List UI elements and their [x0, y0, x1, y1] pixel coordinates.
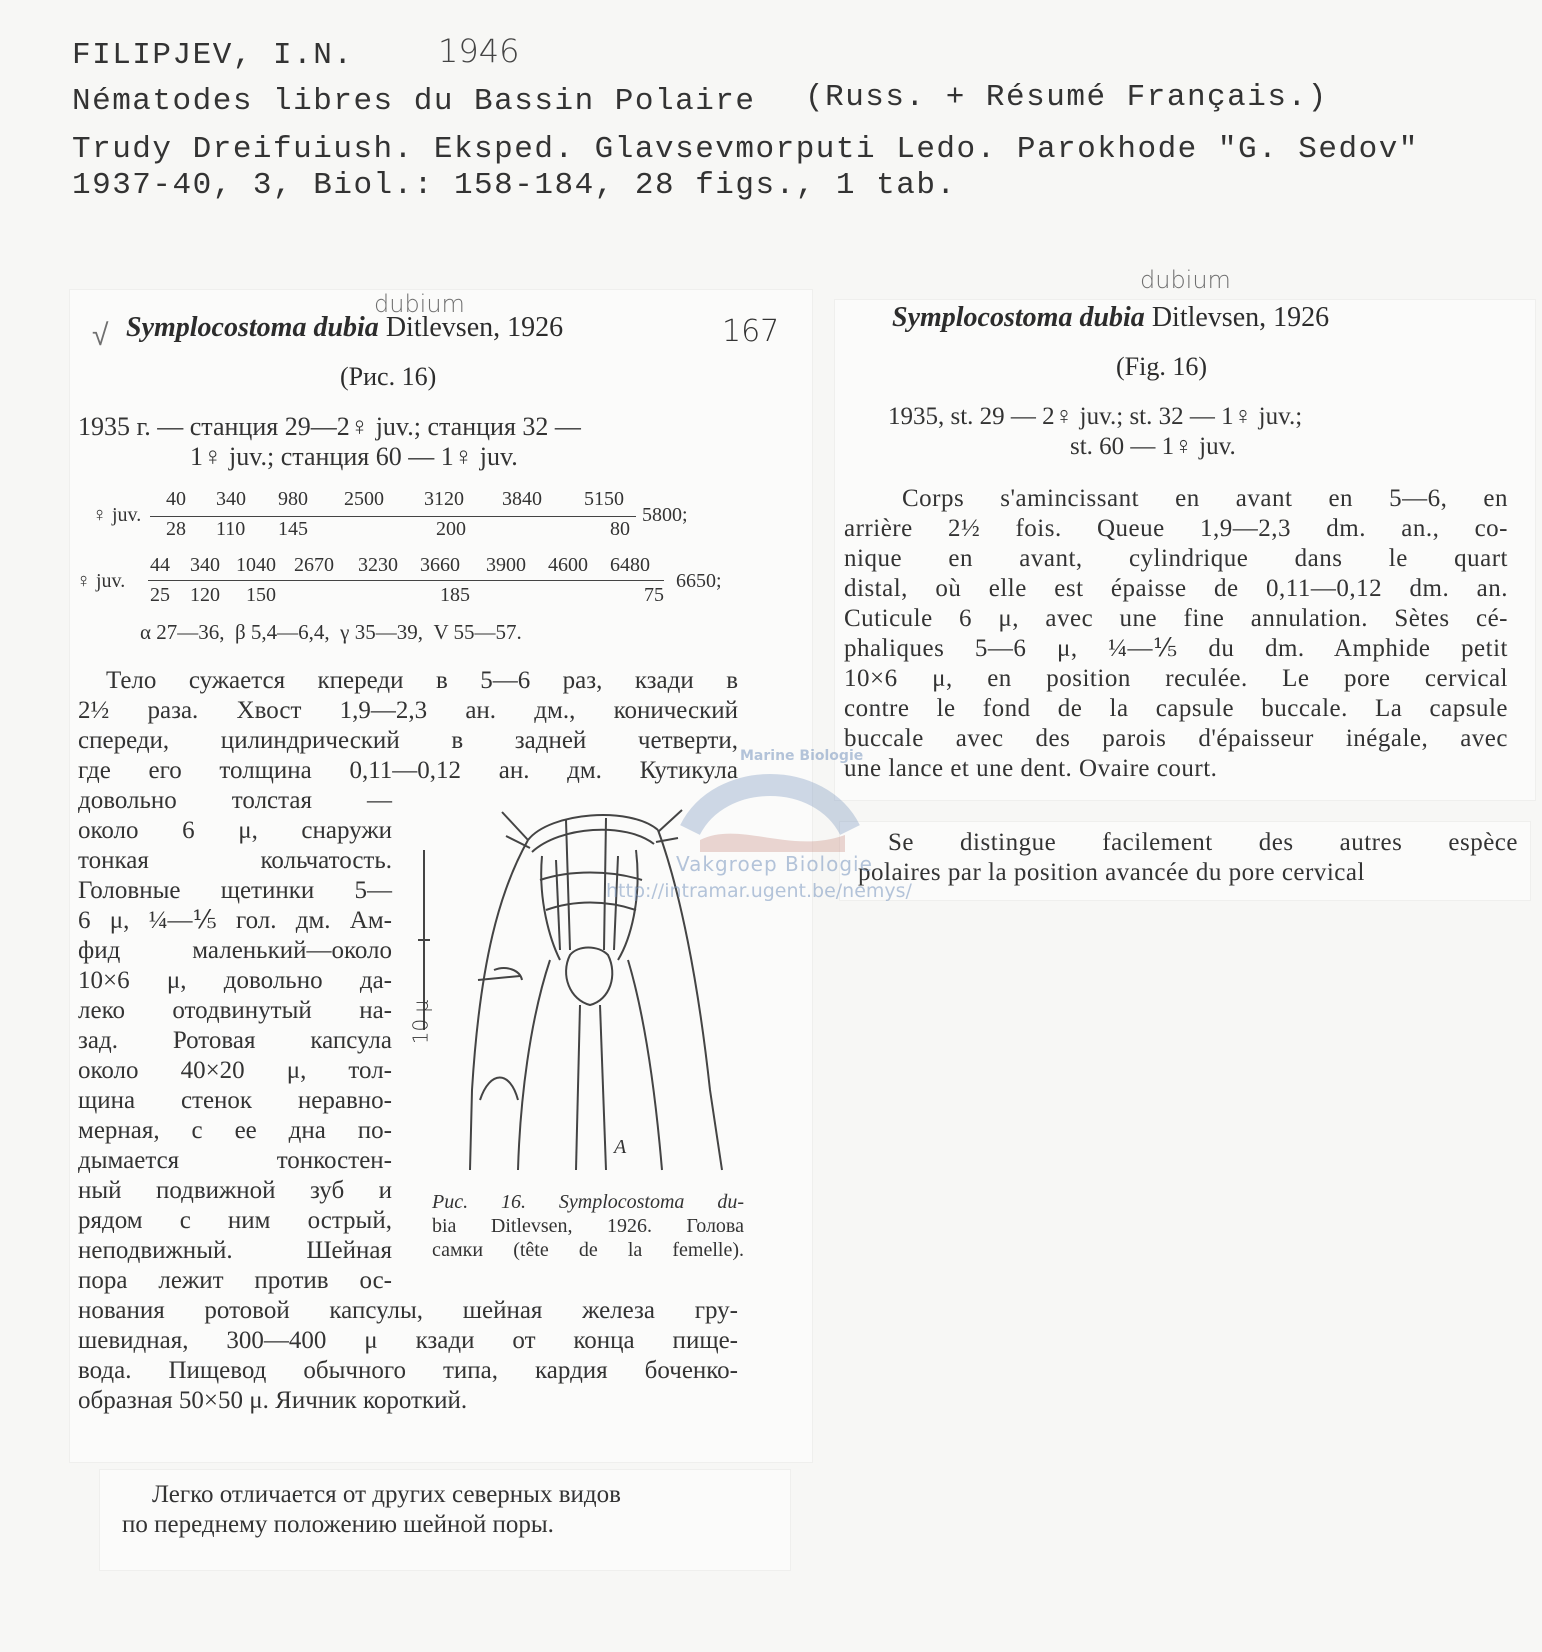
watermark-group: Vakgroep Biologie [676, 852, 873, 876]
formula-value: 200 [436, 518, 466, 540]
fraction-line [150, 516, 636, 517]
text-line: buccale avec des parois d'épaisseur inégale, avec [844, 725, 1508, 752]
text-line: тонкая кольчатость. [78, 847, 392, 874]
formula-total: 6650; [676, 570, 722, 592]
formula-value: 80 [610, 518, 630, 540]
caption-line: самки (tête de la femelle). [432, 1239, 744, 1261]
caption-line: Рис. 16. Symplocostoma du- [432, 1191, 744, 1213]
species-title-ru [126, 312, 563, 344]
text-line: ный подвижной зуб и [78, 1177, 392, 1204]
text-line: нования ротовой капсулы, шейная железа гру- [78, 1297, 738, 1324]
formula-value: 340 [190, 554, 220, 576]
description-ru-tail [78, 1296, 738, 1416]
text-line: 10×6 μ, en position reculée. Le pore cervical [844, 665, 1508, 692]
text-line: Corps s'amincissant en avant en 5—6, en [902, 485, 1508, 512]
stations-ru-2: 1♀ juv.; станция 60 — 1♀ juv. [190, 442, 518, 471]
text-line: образная 50×50 μ. Яичник короткий. [78, 1387, 468, 1414]
genus-name: Symplocostoma [126, 312, 307, 343]
text-line: рядом с ним острый, [78, 1207, 392, 1234]
text-line: дымается тонкостен- [78, 1147, 392, 1174]
text-line: фид маленький—около [78, 937, 392, 964]
formula-value: 75 [644, 584, 664, 606]
stations-ru-1: 1935 г. — станция 29—2♀ juv.; станция 32 — [78, 412, 581, 441]
text-line: contre le fond de la capsule buccale. La capsule [844, 695, 1508, 722]
fig-ref-ru: (Рис. 16) [340, 362, 437, 391]
formula-value: 110 [216, 518, 246, 540]
formula-value: 3120 [424, 488, 464, 510]
handwritten-correction-ru: dubium [374, 290, 465, 318]
fraction-line [148, 580, 664, 581]
text-line: phaliques 5—6 μ, ¼—⅕ du dm. Amphide petit [844, 635, 1508, 662]
description-ru-head [78, 666, 738, 786]
text-line: шевидная, 300—400 μ кзади от конца пище- [78, 1327, 738, 1354]
formula-value: 980 [278, 488, 308, 510]
formula-total: 5800; [642, 504, 688, 526]
formula-value: 3900 [486, 554, 526, 576]
formula-label: ♀ juv. [76, 570, 126, 592]
text-line: пора лежит против ос- [78, 1267, 392, 1294]
formula-value: 2670 [294, 554, 334, 576]
formula-value: 28 [166, 518, 186, 540]
species-name: dubia [1079, 302, 1145, 333]
text-line: Тело сужается кпереди в 5—6 раз, кзади в [106, 667, 738, 694]
text-line: arrière 2½ fois. Queue 1,9—2,3 dm. an., co- [844, 515, 1508, 542]
formula-value: 3230 [358, 554, 398, 576]
journal: Trudy Dreifuiush. Eksped. Glavsevmorputi Ledo. Parokhode "G. Sedov" [72, 132, 1419, 167]
text-line: Легко отличается от других северных видов [152, 1481, 621, 1508]
formula-value: 3840 [502, 488, 542, 510]
formula-value: 120 [190, 584, 220, 606]
description-ru-column [78, 786, 392, 1296]
formula-value: 1040 [236, 554, 276, 576]
text-line: неподвижный. Шейная [78, 1237, 392, 1264]
ratios: α 27—36, β 5,4—6,4, γ 35—39, V 55—57. [140, 620, 522, 644]
formula-value: 5150 [584, 488, 624, 510]
text-line: по переднему положению шейной поры. [122, 1511, 554, 1538]
text-line: леко отодвинутый на- [78, 997, 392, 1024]
figure-scale: 10 μ [408, 999, 433, 1045]
formula-value: 4600 [548, 554, 588, 576]
text-line: Cuticule 6 μ, avec une fine annulation. Sètes cé- [844, 605, 1508, 632]
remark-ru [122, 1480, 782, 1540]
stations-fr-2: st. 60 — 1♀ juv. [1070, 433, 1236, 460]
text-line: зад. Ротовая капсула [78, 1027, 392, 1054]
text-line: Se distingue facilement des autres espèce [888, 829, 1518, 856]
description-fr [844, 484, 1508, 784]
formula-value: 340 [216, 488, 246, 510]
watermark-url: http://intramar.ugent.be/nemys/ [606, 880, 912, 902]
text-line: 10×6 μ, довольно да- [78, 967, 392, 994]
caption-line: bia Ditlevsen, 1926. Голова [432, 1215, 744, 1237]
text-line: мерная, с ее дна по- [78, 1117, 392, 1144]
watermark-arc-text: Marine Biologie [740, 748, 864, 764]
year: 1946 [438, 32, 520, 70]
text-line: nique en avant, cylindrique dans le quart [844, 545, 1508, 572]
author: FILIPJEV, I.N. [72, 38, 354, 73]
formula-value: 2500 [344, 488, 384, 510]
formula-value: 150 [246, 584, 276, 606]
check-mark: √ [92, 318, 109, 353]
species-name: dubia [313, 312, 379, 343]
species-title-fr [892, 302, 1329, 334]
text-line: Головные щетинки 5— [78, 877, 392, 904]
formula-value: 44 [150, 554, 170, 576]
formula-value: 6480 [610, 554, 650, 576]
text-line: спереди, цилиндрический в задней четверти, [78, 727, 738, 754]
text-line: вода. Пищевод обычного типа, кардия боченко- [78, 1357, 738, 1384]
page-note: 167 [722, 314, 780, 349]
formula-value: 40 [166, 488, 186, 510]
language-note: (Russ. + Résumé Français.) [805, 80, 1328, 115]
figure-label: A [614, 1136, 627, 1158]
formula-value: 25 [150, 584, 170, 606]
text-line: une lance et une dent. Ovaire court. [844, 755, 1218, 782]
text-line: около 40×20 μ, тол- [78, 1057, 392, 1084]
fig-ref-fr: (Fig. 16) [1116, 352, 1207, 381]
formula-value: 185 [440, 584, 470, 606]
formula-value: 145 [278, 518, 308, 540]
publication-title: Nématodes libres du Bassin Polaire [72, 84, 756, 119]
stations-fr-1: 1935, st. 29 — 2♀ juv.; st. 32 — 1♀ juv.; [888, 403, 1303, 430]
genus-name: Symplocostoma [892, 302, 1073, 333]
text-line: distal, où elle est épaisse de 0,11—0,12 dm. an. [844, 575, 1508, 602]
text-line: 6 μ, ¼—⅕ гол. дм. Ам- [78, 907, 392, 934]
text-line: где его толщина 0,11—0,12 ан. дм. Кутикула [78, 757, 738, 784]
text-line: около 6 μ, снаружи [78, 817, 392, 844]
text-line: 2½ раза. Хвост 1,9—2,3 ан. дм., конический [78, 697, 738, 724]
figure-caption [432, 1190, 744, 1262]
remark-fr [858, 828, 1518, 888]
authority: Ditlevsen, 1926 [385, 312, 564, 343]
handwritten-correction-fr: dubium [1140, 266, 1231, 294]
citation: 1937-40, 3, Biol.: 158-184, 28 figs., 1 tab. [72, 168, 957, 203]
authority: Ditlevsen, 1926 [1151, 302, 1330, 333]
text-line: polaires par la position avancée du pore cervical [858, 859, 1365, 886]
text-line: довольно толстая — [78, 787, 392, 814]
formula-value: 3660 [420, 554, 460, 576]
text-line: щина стенок неравно- [78, 1087, 392, 1114]
formula-label: ♀ juv. [92, 504, 142, 526]
